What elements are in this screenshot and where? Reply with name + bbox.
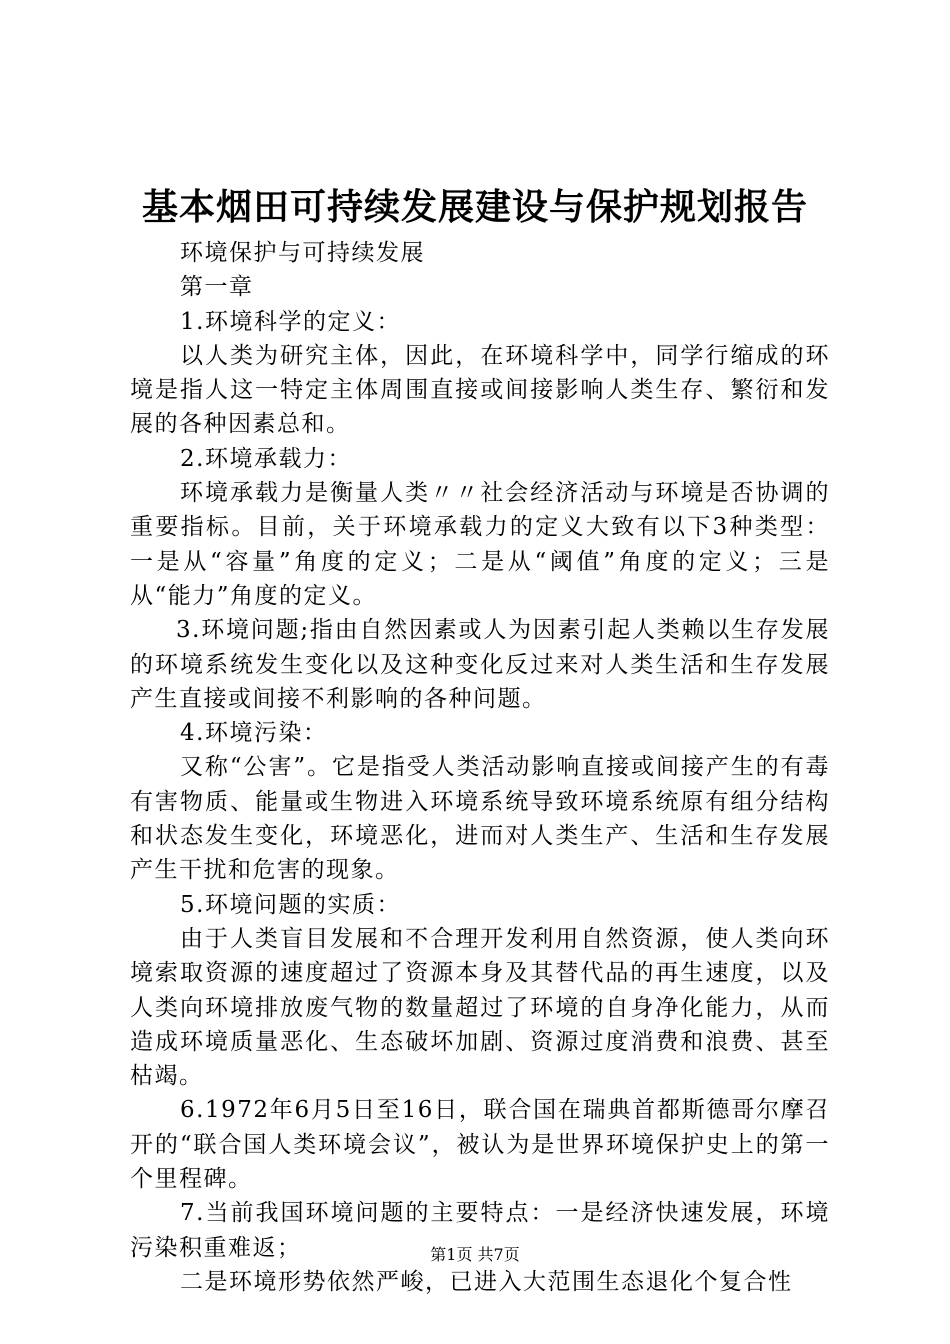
page-number-footer: 第1页 共7页 xyxy=(430,1245,520,1264)
body-paragraph: 环境承载力是衡量人类〃〃社会经济活动与环境是否协调的重要指标。目前，关于环境承载力的定义大致有以下3种类型：一是从“容量”角度的定义；二是从“阈值”角度的定义；三是从“能力”角度的定义。 xyxy=(130,480,830,609)
body-paragraph: 7.当前我国环境问题的主要特点：一是经济快速发展，环境污染积重难返； xyxy=(130,1200,830,1261)
item-heading: 5.环境问题的实质： xyxy=(180,891,401,918)
document-body xyxy=(130,236,830,1299)
body-paragraph: 以人类为研究主体，因此，在环境科学中，同学行缩成的环境是指人这一特定主体周围直接或间接影响人类生存、繁衍和发展的各种因素总和。 xyxy=(130,342,830,438)
body-paragraph: 由于人类盲目发展和不合理开发利用自然资源，使人类向环境索取资源的速度超过了资源本身及其替代品的再生速度，以及人类向环境排放废气物的数量超过了环境的自身净化能力，从而造成环境质量恶化、生态破坏加剧、资源过度消费和浪费、甚至枯竭。 xyxy=(130,925,830,1090)
body-paragraph: 二是环境形势依然严峻，已进入大范围生态退化个复合性 xyxy=(180,1268,793,1295)
item-heading: 1.环境科学的定义： xyxy=(180,308,401,335)
document-title: 基本烟田可持续发展建设与保护规划报告 xyxy=(141,187,808,228)
item-heading: 4.环境污染： xyxy=(180,720,328,747)
body-paragraph: 3.环境问题;指由自然因素或人为因素引起人类赖以生存发展的环境系统发生变化以及这种变化反过来对人类生活和生存发展产生直接或间接不利影响的各种问题。 xyxy=(130,617,830,712)
item-heading: 2.环境承载力： xyxy=(180,445,352,472)
section-heading: 环境保护与可持续发展 xyxy=(180,240,425,266)
body-paragraph: 6.1972年6月5日至16日，联合国在瑞典首都斯德哥尔摩召开的“联合国人类环境会议”，被认为是世界环境保护史上的第一个里程碑。 xyxy=(130,1097,830,1193)
chapter-heading: 第一章 xyxy=(180,274,254,301)
body-paragraph: 又称“公害”。它是指受人类活动影响直接或间接产生的有毒有害物质、能量或生物进入环境系统导致环境系统原有组分结构和状态发生变化，环境恶化，进而对人类生产、生活和生存发展产生干扰和危害的现象。 xyxy=(130,754,830,884)
